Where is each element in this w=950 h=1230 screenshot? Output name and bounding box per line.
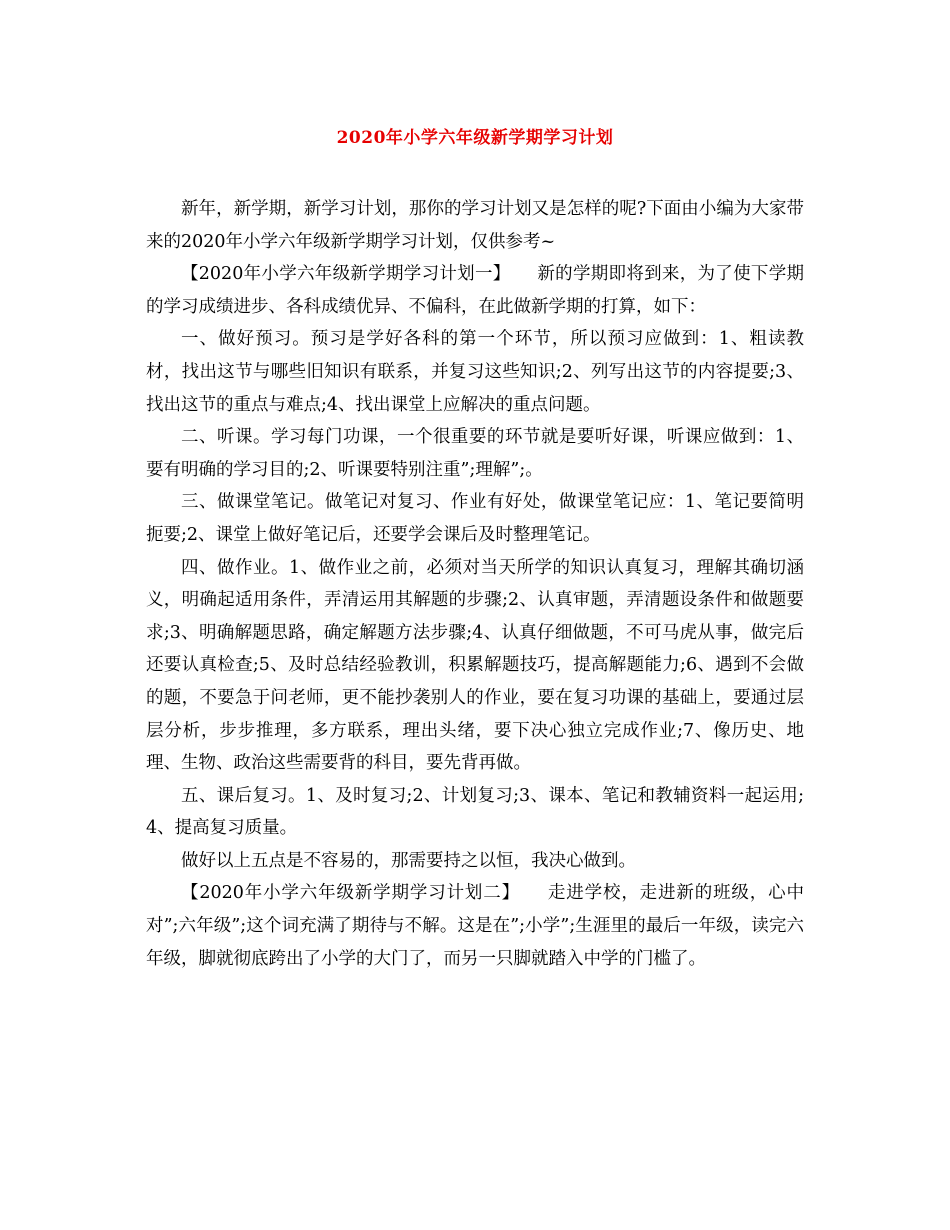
paragraph-intro: 新年，新学期，新学习计划，那你的学习计划又是怎样的呢?下面由小编为大家带来的2020年小学六年级新学期学习计划，仅供参考~ [146, 199, 804, 252]
document-body [146, 193, 804, 975]
paragraph-resolution: 做好以上五点是不容易的，那需要持之以恒，我决心做到。 [181, 850, 636, 871]
paragraph-plan-two-heading: 【2020年小学六年级新学期学习计划二】 走进学校，走进新的班级，心中对”;六年级”;这个词充满了期待与不解。这是在”;小学”;生涯里的最后一年级，读完六年级，脚就彻底跨出了小学的大门了，而另一只脚就踏入中学的门槛了。 [146, 883, 804, 969]
paragraph-plan-one-heading: 【2020年小学六年级新学期学习计划一】 新的学期即将到来，为了使下学期的学习成绩进步、各科成绩优异、不偏科，在此做新学期的打算，如下： [146, 264, 804, 317]
paragraph-homework: 四、做作业。1、做作业之前，必须对当天所学的知识认真复习，理解其确切涵义，明确起适用条件，弄清运用其解题的步骤;2、认真审题，弄清题设条件和做题要求;3、明确解题思路，确定解题方法步骤;4、认真仔细做题，不可马虎从事，做完后还要认真检查;5、及时总结经验教训，积累解题技巧，提高解题能力;6、遇到不会做的题，不要急于问老师，更不能抄袭别人的作业，要在复习功课的基础上，要通过层层分析，步步推理，多方联系，理出头绪，要下决心独立完成作业;7、像历史、地理、生物、政治这些需要背的科目，要先背再做。 [146, 557, 804, 774]
paragraph-preview: 一、做好预习。预习是学好各科的第一个环节，所以预习应做到：1、粗读教材，找出这节与哪些旧知识有联系，并复习这些知识;2、列写出这节的内容提要;3、找出这节的重点与难点;4、找出课堂上应解决的重点问题。 [146, 329, 804, 415]
document-title: 2020年小学六年级新学期学习计划 [336, 128, 614, 148]
paragraph-notes: 三、做课堂笔记。做笔记对复习、作业有好处，做课堂笔记应：1、笔记要简明扼要;2、课堂上做好笔记后，还要学会课后及时整理笔记。 [146, 492, 804, 545]
paragraph-review: 五、课后复习。1、及时复习;2、计划复习;3、课本、笔记和教辅资料一起运用;4、提高复习质量。 [146, 785, 804, 839]
paragraph-listening: 二、听课。学习每门功课，一个很重要的环节就是要听好课，听课应做到：1、要有明确的学习目的;2、听课要特别注重”;理解”;。 [146, 427, 804, 480]
